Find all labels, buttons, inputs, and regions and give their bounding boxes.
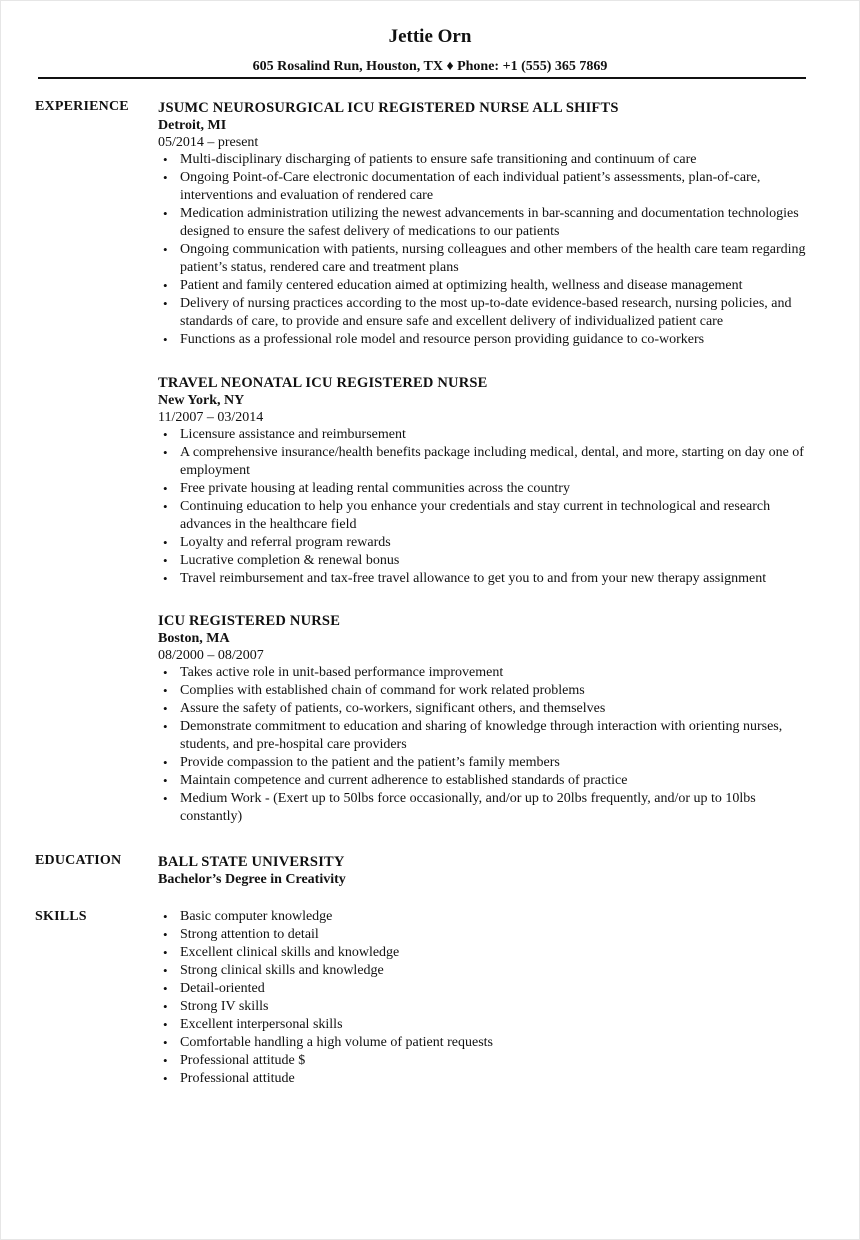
duty-item: • Licensure assistance and reimbursement [158, 426, 818, 444]
skill-item: • Excellent clinical skills and knowledge [158, 944, 818, 962]
duty-item: • Travel reimbursement and tax-free travel allowance to get you to and from your new therapy assignment [158, 570, 818, 588]
skills-list [158, 908, 818, 1088]
duty-item: • Complies with established chain of command for work related problems [158, 682, 818, 700]
duty-item: • Medium Work - (Exert up to 50lbs force occasionally, and/or up to 20lbs frequently, and/or up to 10lbs constantly) [158, 790, 818, 826]
job-entry [158, 99, 818, 349]
skill-item: • Professional attitude $ [158, 1052, 818, 1070]
candidate-name: Jettie Orn [388, 26, 472, 47]
duty-item: • Ongoing Point-of-Care electronic documentation of each individual patient’s assessments, plan-of-care, interventions and evaluation of rendered care [158, 169, 818, 205]
duty-item: • Assure the safety of patients, co-workers, significant others, and themselves [158, 700, 818, 718]
job-title: TRAVEL NEONATAL ICU REGISTERED NURSE [158, 375, 488, 391]
skill-item: • Strong clinical skills and knowledge [158, 962, 818, 980]
duty-item: • Delivery of nursing practices according to the most up-to-date evidence-based research, nursing policies, and standards of care, to provide and ensure safe and excellent delivery of individualized patient care [158, 295, 818, 331]
job-duties-list [158, 426, 818, 588]
job-entry [158, 612, 818, 826]
skill-item: • Comfortable handling a high volume of patient requests [158, 1034, 818, 1052]
duty-item: • Loyalty and referral program rewards [158, 534, 818, 552]
job-location: Detroit, MI [158, 118, 227, 133]
skill-item: • Strong IV skills [158, 998, 818, 1016]
duty-item: • Provide compassion to the patient and the patient’s family members [158, 754, 818, 772]
duty-item: • Ongoing communication with patients, nursing colleagues and other members of the health care team regarding patient’s status, rendered care and treatment plans [158, 241, 818, 277]
duty-item: • Takes active role in unit-based performance improvement [158, 664, 818, 682]
skill-item: • Excellent interpersonal skills [158, 1016, 818, 1034]
job-location: New York, NY [158, 393, 245, 408]
education-section-label: EDUCATION [35, 853, 122, 868]
job-location: Boston, MA [158, 631, 230, 646]
duty-item: • Free private housing at leading rental communities across the country [158, 480, 818, 498]
duty-item: • Medication administration utilizing the newest advancements in bar-scanning and documentation technologies designed to ensure the safest delivery of medications to our patients [158, 205, 818, 241]
skills-section-label: SKILLS [35, 909, 87, 924]
duty-item: • Patient and family centered education aimed at optimizing health, wellness and disease management [158, 277, 818, 295]
job-dates: 05/2014 – present [158, 135, 259, 150]
job-duties-list [158, 151, 818, 349]
job-duties-list [158, 664, 818, 826]
header-divider [38, 77, 806, 79]
duty-item: • Demonstrate commitment to education and sharing of knowledge through interaction with orienting nurses, students, and pre-hospital care providers [158, 718, 818, 754]
job-dates: 08/2000 – 08/2007 [158, 648, 264, 663]
skills-entry [158, 908, 818, 1088]
experience-section-label: EXPERIENCE [35, 99, 129, 114]
duty-item: • Multi-disciplinary discharging of patients to ensure safe transitioning and continuum of care [158, 151, 818, 169]
skill-item: • Strong attention to detail [158, 926, 818, 944]
duty-item: • Lucrative completion & renewal bonus [158, 552, 818, 570]
education-entry [158, 853, 818, 888]
duty-item: • A comprehensive insurance/health benefits package including medical, dental, and more, starting on day one of employment [158, 444, 818, 480]
job-dates: 11/2007 – 03/2014 [158, 410, 264, 425]
skill-item: • Basic computer knowledge [158, 908, 818, 926]
duty-item: • Continuing education to help you enhance your credentials and stay current in technological and research advances in the healthcare field [158, 498, 818, 534]
skill-item: • Professional attitude [158, 1070, 818, 1088]
job-title: ICU REGISTERED NURSE [158, 613, 341, 629]
degree: Bachelor’s Degree in Creativity [158, 872, 346, 887]
duty-item: • Maintain competence and current adherence to established standards of practice [158, 772, 818, 790]
contact-line: 605 Rosalind Run, Houston, TX ♦ Phone: +1 (555) 365 7869 [252, 59, 608, 74]
school-name: BALL STATE UNIVERSITY [158, 854, 345, 870]
job-entry [158, 374, 818, 588]
skill-item: • Detail-oriented [158, 980, 818, 998]
job-title: JSUMC NEUROSURGICAL ICU REGISTERED NURSE ALL SHIFTS [158, 100, 619, 116]
duty-item: • Functions as a professional role model and resource person providing guidance to co-workers [158, 331, 818, 349]
